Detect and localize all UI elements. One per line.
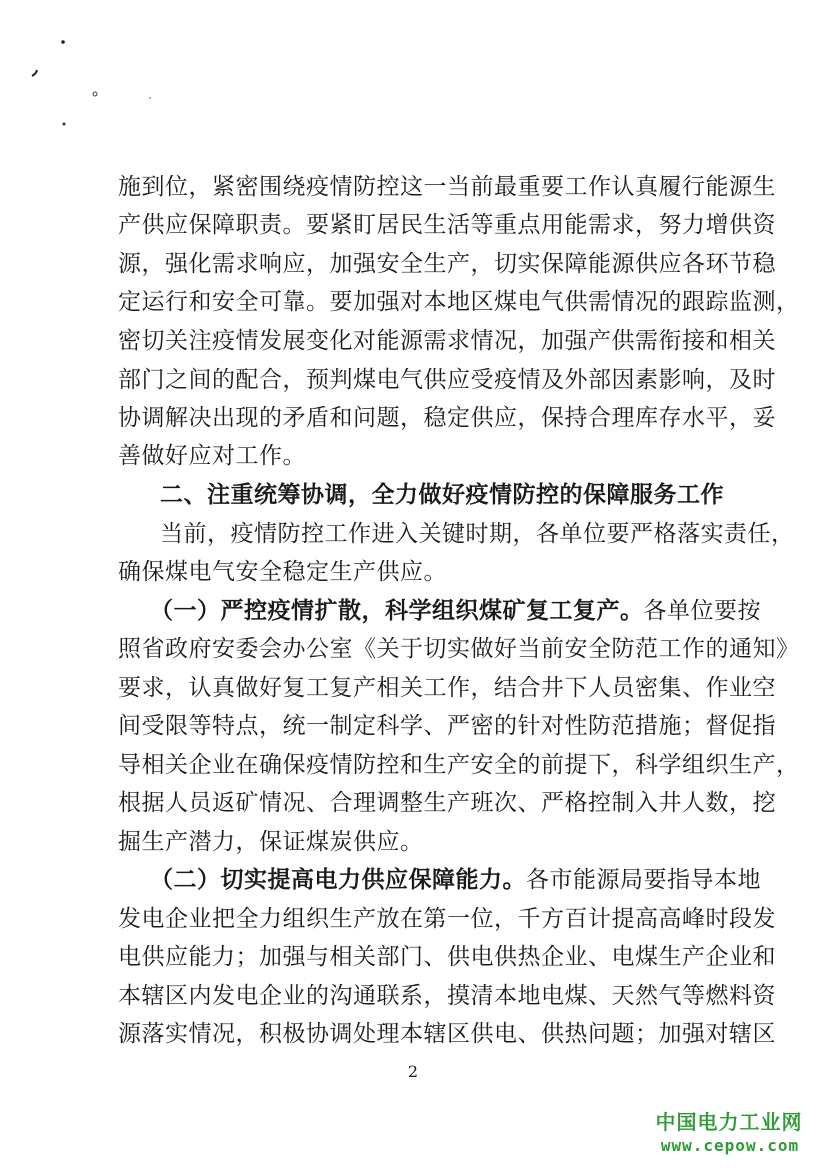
body-line: 部门之间的配合，预判煤电气供应受疫情及外部因素影响，及时 [118, 367, 776, 393]
body-line: 源，强化需求响应，加强安全生产，切实保障能源供应各环节稳 [118, 251, 776, 277]
body-line: 产供应保障职责。要紧盯居民生活等重点用能需求，努力增供资 [118, 212, 776, 238]
body-line: 施到位，紧密围绕疫情防控这一当前最重要工作认真履行能源生 [118, 174, 776, 200]
watermark-title: 中国电力工业网 [655, 1110, 803, 1134]
body-line: 间受限等特点，统一制定科学、严密的针对性防范措施；督促指 [118, 713, 776, 739]
intro-line: 确保煤电气安全稳定生产供应。 [118, 559, 447, 585]
scan-specks [0, 0, 200, 140]
body-line: 源落实情况，积极协调处理本辖区供电、供热问题；加强对辖区 [118, 1021, 776, 1047]
page-number: 2 [407, 1062, 419, 1081]
subsection-1-first-line [150, 596, 761, 626]
body-line: 发电企业把全力组织生产放在第一位，千方百计提高高峰时段发 [118, 906, 776, 932]
subsection-1-first-rest: 各单位要按 [643, 598, 761, 624]
watermark-url: www.cepow.com [660, 1136, 800, 1155]
subsection-2-title: （二）切实提高电力供应保障能力。 [150, 867, 526, 893]
body-line: 善做好应对工作。 [118, 443, 306, 469]
body-line: 密切关注疫情发展变化对能源需求情况，加强产供需衔接和相关 [118, 328, 776, 354]
body-line: 导相关企业在确保疫情防控和生产安全的前提下，科学组织生产， [118, 752, 800, 778]
body-line: 根据人员返矿情况、合理调整生产班次、严格控制入井人数，挖 [118, 790, 776, 816]
subsection-2-first-line [150, 865, 761, 895]
body-line: 协调解决出现的矛盾和问题，稳定供应，保持合理库存水平，妥 [118, 405, 776, 431]
section-heading: 二、注重统筹协调，全力做好疫情防控的保障服务工作 [160, 482, 724, 508]
body-line: 定运行和安全可靠。要加强对本地区煤电气供需情况的跟踪监测， [118, 289, 800, 315]
body-line: 电供应能力；加强与相关部门、供电供热企业、电煤生产企业和 [118, 944, 776, 970]
body-line: 要求，认真做好复工复产相关工作，结合井下人员密集、作业空 [118, 675, 776, 701]
subsection-1-title: （一）严控疫情扩散，科学组织煤矿复工复产。 [150, 598, 644, 624]
intro-line: 当前，疫情防控工作进入关键时期，各单位要严格落实责任， [160, 521, 795, 547]
subsection-2-first-rest: 各市能源局要指导本地 [526, 867, 761, 893]
body-line: 照省政府安委会办公室《关于切实做好当前安全防范工作的通知》 [118, 636, 800, 662]
body-line: 本辖区内发电企业的沟通联系，摸清本地电煤、天然气等燃料资 [118, 983, 776, 1009]
body-line: 掘生产潜力，保证煤炭供应。 [118, 829, 424, 855]
